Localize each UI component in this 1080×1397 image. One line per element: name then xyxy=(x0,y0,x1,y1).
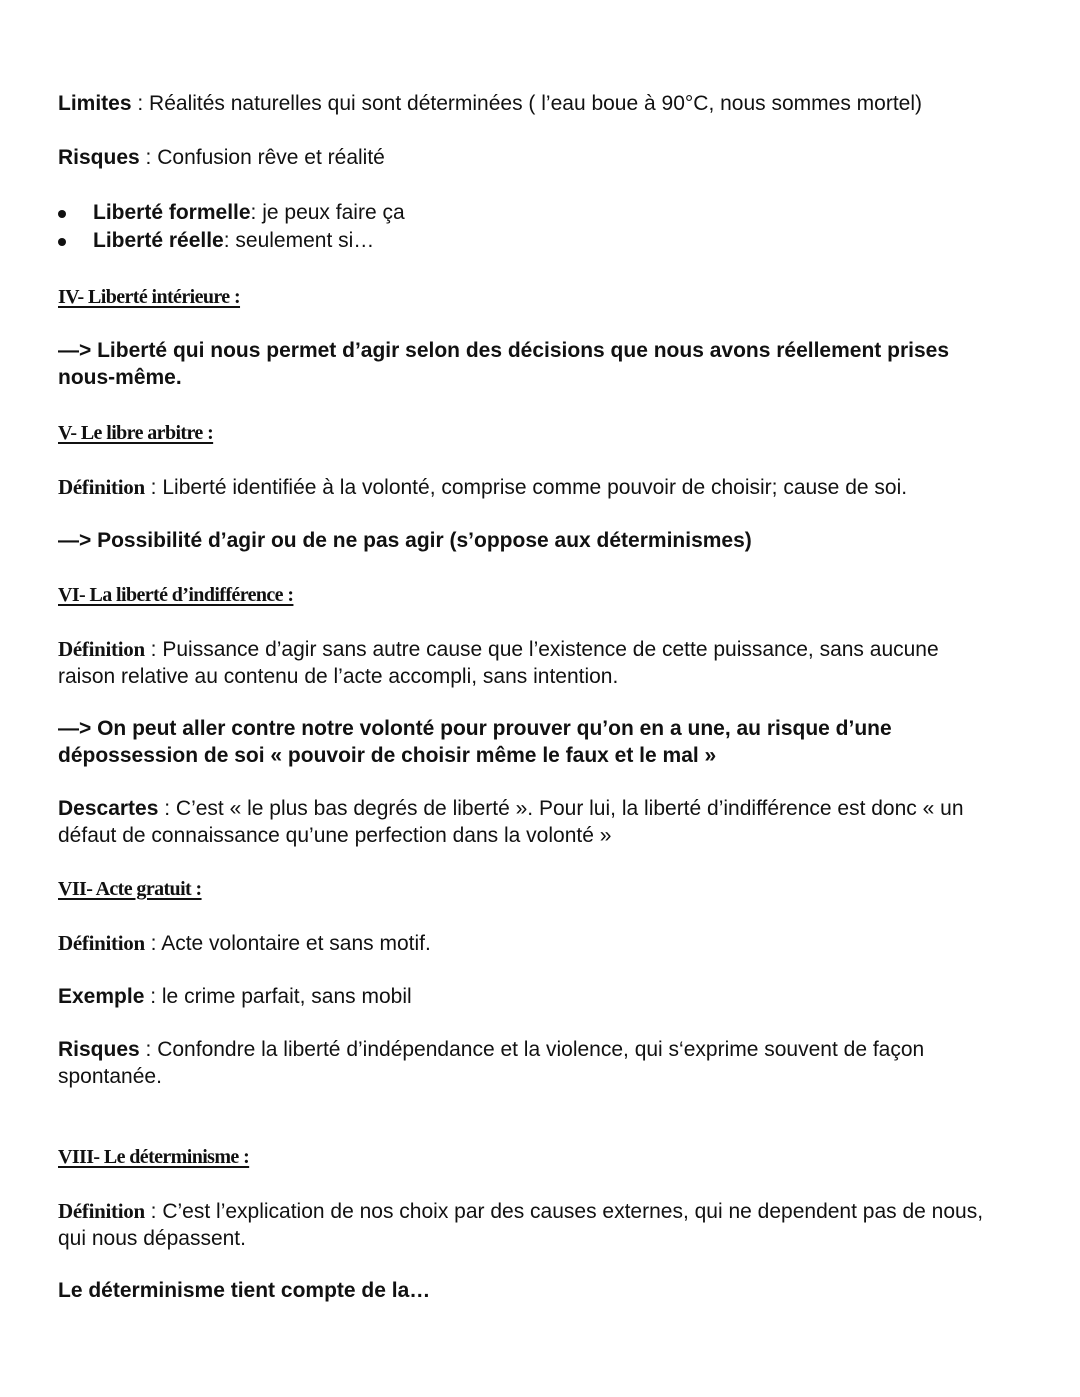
s7-example xyxy=(58,984,1018,1011)
def-label: Définition xyxy=(58,1199,145,1223)
def-text: : Puissance d’agir sans autre cause que l’existence de cette puissance, sans aucune raison relative au contenu de l’acte accompli, sans intention. xyxy=(58,638,939,688)
s4-para xyxy=(58,338,978,391)
heading-vi: VI- La liberté d’indifférence : xyxy=(58,584,294,606)
s6-para-text: —> On peut aller contre notre volonté pour prouver qu’on en a une, au risque d’une dépossession de soi « pouvoir de choisir même le faux et le mal » xyxy=(58,717,892,767)
example-label: Exemple xyxy=(58,985,145,1008)
descartes-label: Descartes xyxy=(58,797,159,820)
def-text: : C’est l’explication de nos choix par des causes externes, qui ne dependent pas de nous, qui nous dépassent. xyxy=(58,1200,984,1250)
sep: : xyxy=(131,92,150,115)
risks-label: Risques xyxy=(58,1038,140,1061)
def-text: : Acte volontaire et sans motif. xyxy=(144,932,431,955)
s4-para-text: —> Liberté qui nous permet d’agir selon des décisions que nous avons réellement prises nous-même. xyxy=(58,339,949,389)
risques-line xyxy=(58,145,1018,172)
s6-descartes xyxy=(58,796,1023,849)
bullet-label: Liberté formelle xyxy=(93,201,251,224)
s6-def xyxy=(58,636,958,690)
s5-para-text: —> Possibilité d’agir ou de ne pas agir (s’oppose aux déterminismes) xyxy=(58,529,752,552)
sep: : xyxy=(139,146,158,169)
bullet-label: Liberté réelle xyxy=(93,229,224,252)
s7-def xyxy=(58,930,1018,958)
heading-v: V- Le libre arbitre : xyxy=(58,422,214,444)
s5-def xyxy=(58,474,1018,502)
bullet-icon xyxy=(58,238,66,246)
s7-risks xyxy=(58,1037,958,1090)
heading-vii: VII- Acte gratuit : xyxy=(58,878,202,900)
def-label: Définition xyxy=(58,637,145,661)
risks-text: : Confondre la liberté d’indépendance et la violence, qui s‘exprime souvent de façon spontanée. xyxy=(58,1038,925,1088)
risques-text: Confusion rêve et réalité xyxy=(157,146,385,169)
example-text: : le crime parfait, sans mobil xyxy=(144,985,412,1008)
s8-para xyxy=(58,1278,1018,1305)
bullet-text: : je peux faire ça xyxy=(250,201,405,224)
bullet-text: : seulement si… xyxy=(223,229,375,252)
heading-viii: VIII- Le déterminisme : xyxy=(58,1146,250,1168)
limites-text: Réalités naturelles qui sont déterminées ( l’eau boue à 90°C, nous sommes mortel) xyxy=(149,92,922,115)
bullet-icon xyxy=(58,210,66,218)
s8-def xyxy=(58,1198,993,1252)
s6-para xyxy=(58,716,998,769)
risques-label: Risques xyxy=(58,146,140,169)
def-label: Définition xyxy=(58,931,145,955)
heading-iv: IV- Liberté intérieure : xyxy=(58,286,241,308)
limites-label: Limites xyxy=(58,92,132,115)
s5-para xyxy=(58,528,1018,555)
s8-para-text: Le déterminisme tient compte de la… xyxy=(58,1279,431,1302)
def-text: : Liberté identifiée à la volonté, comprise comme pouvoir de choisir; cause de soi. xyxy=(144,476,908,499)
def-label: Définition xyxy=(58,475,145,499)
descartes-text: : C’est « le plus bas degrés de liberté ». Pour lui, la liberté d’indifférence est donc « un défaut de connaissance qu’une perfection dans la volonté » xyxy=(58,797,964,847)
limites-line xyxy=(58,91,1018,118)
